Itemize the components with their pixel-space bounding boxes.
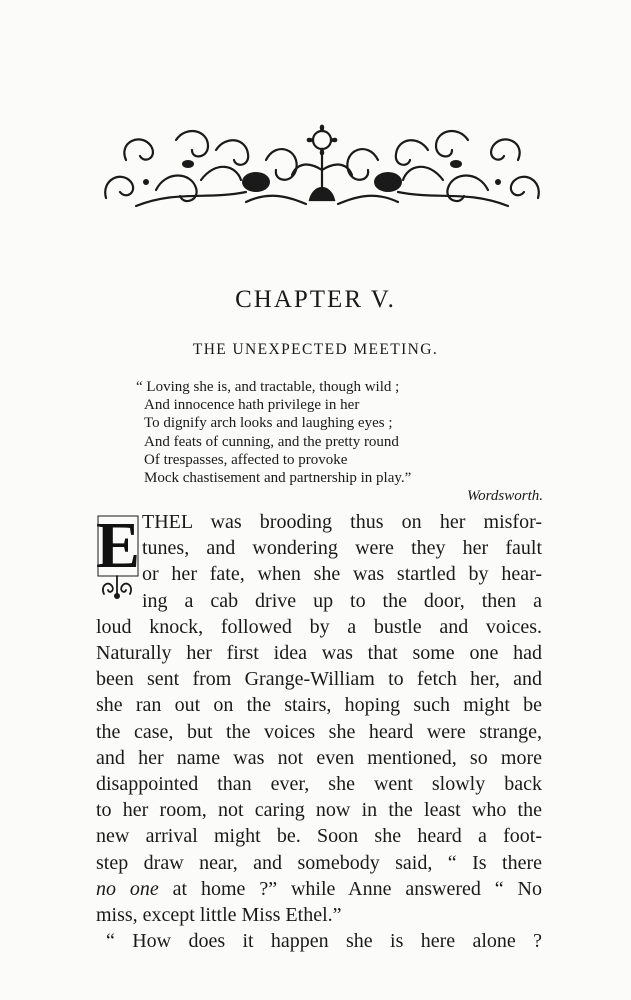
- epigraph-line: “ Loving she is, and tractable, though wild ;: [136, 379, 400, 395]
- epigraph-attribution: Wordsworth.: [467, 488, 543, 505]
- chapter-subtitle: THE UNEXPECTED MEETING.: [192, 341, 439, 358]
- drop-cap-letter: E: [96, 509, 141, 582]
- body-line: she ran out on the stairs, hoping such might be: [96, 694, 542, 717]
- epigraph-line: To dignify arch looks and laughing eyes ;: [144, 415, 393, 432]
- epigraph-quote: [136, 378, 544, 505]
- body-line: “ How does it happen she is here alone ?: [106, 930, 542, 953]
- body-line: loud knock, followed by a bustle and voices.: [96, 615, 542, 638]
- emphasis-text: no one: [96, 877, 159, 900]
- epigraph-line: And innocence hath privilege in her: [144, 397, 360, 414]
- body-line: Naturally her first idea was that some one had: [96, 642, 542, 665]
- chapter-title: CHAPTER V.: [235, 286, 396, 313]
- body-line: THEL was brooding thus on her misfor-: [142, 511, 542, 533]
- body-line: to her room, not caring now in the least who the: [96, 799, 542, 822]
- epigraph-line: Of trespasses, affected to provoke: [144, 451, 348, 468]
- body-line: and her name was not even mentioned, so more: [96, 746, 542, 769]
- body-line-with-emphasis: [96, 876, 542, 902]
- body-line: disappointed than ever, she went slowly back: [96, 773, 542, 796]
- epigraph-line: Mock chastisement and partnership in play.”: [144, 470, 412, 487]
- body-line: tunes, and wondering were they her fault: [142, 537, 542, 560]
- floral-headpiece-ornament: [96, 120, 548, 212]
- body-line: the case, but the voices she heard were strange,: [96, 720, 542, 743]
- body-text: [96, 509, 542, 954]
- epigraph-line: And feats of cunning, and the pretty round: [144, 433, 399, 450]
- body-line: miss, except little Miss Ethel.”: [96, 904, 342, 927]
- body-line: ing a cab drive up to the door, then a: [142, 589, 542, 612]
- body-line: been sent from Grange-William to fetch her, and: [96, 668, 542, 691]
- body-line: step draw near, and somebody said, “ Is there: [96, 851, 542, 874]
- body-line-rest: at home ?” while Anne answered “ No: [158, 877, 543, 900]
- body-line: or her fate, when she was startled by hear-: [142, 563, 542, 586]
- body-line: new arrival might be. Soon she heard a foot-: [96, 825, 542, 848]
